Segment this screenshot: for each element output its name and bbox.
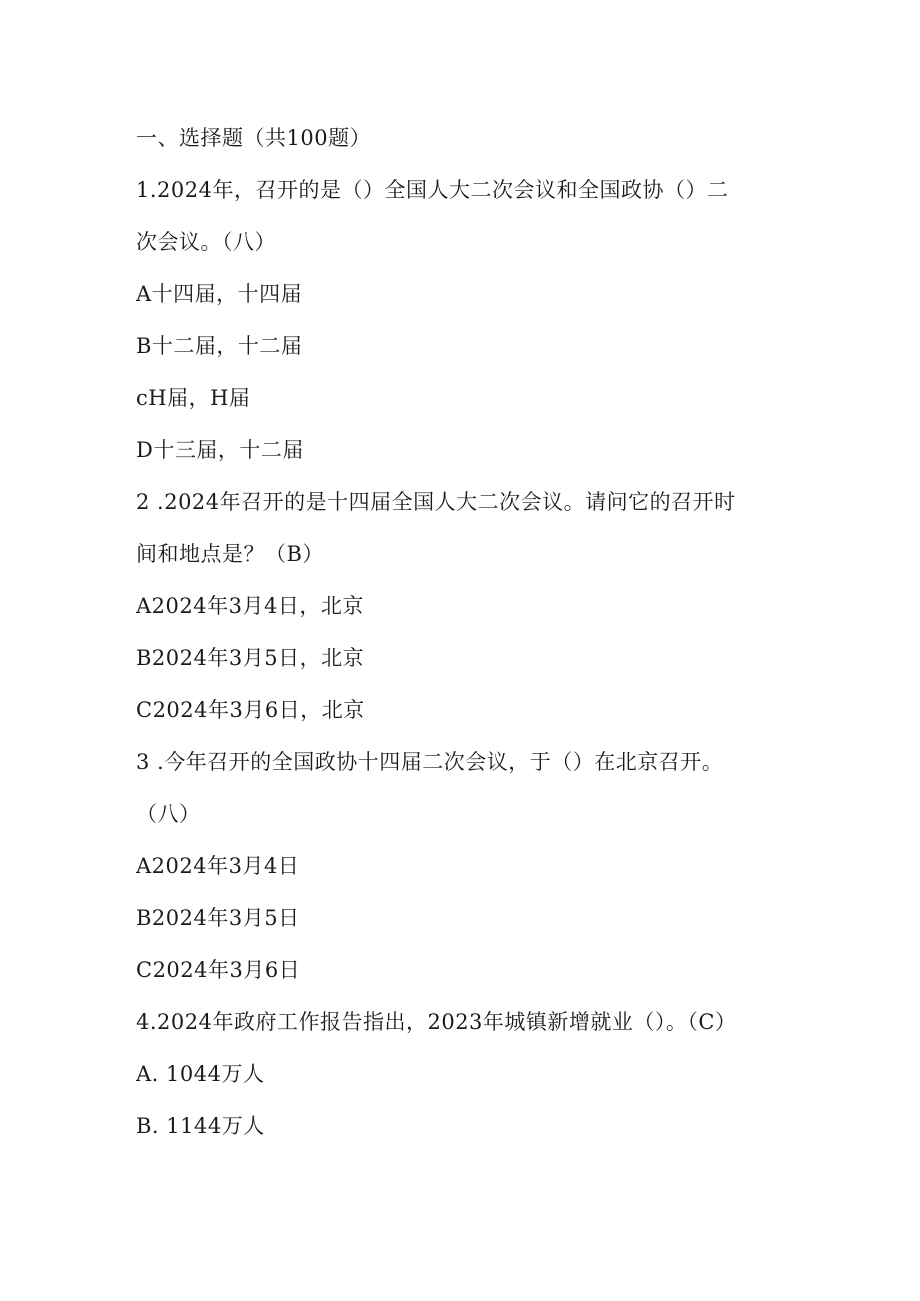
- question-1-option-c: cH届，H届: [136, 386, 251, 410]
- question-1-option-d: D十三届，十二届: [136, 438, 304, 462]
- question-2-line-2: 间和地点是？（B）: [136, 542, 324, 566]
- question-3-option-b: B2024年3月5日: [136, 906, 300, 930]
- question-3-option-c: C2024年3月6日: [136, 958, 301, 982]
- question-2-option-a: A2024年3月4日，北京: [136, 594, 364, 618]
- question-1-line-2: 次会议。（八）: [136, 230, 276, 254]
- question-3-line-2: （八）: [136, 802, 201, 826]
- question-3-line-1: 3 .今年召开的全国政协十四届二次会议，于（）在北京召开。: [136, 750, 724, 774]
- question-2-line-1: 2 .2024年召开的是十四届全国人大二次会议。请问它的召开时: [136, 490, 736, 514]
- question-3-option-a: A2024年3月4日: [136, 854, 300, 878]
- question-4-option-b: B. 1144万人: [136, 1114, 265, 1138]
- question-4-line-1: 4.2024年政府工作报告指出，2023年城镇新增就业（）。（C）: [136, 1010, 737, 1034]
- question-4-option-a: A. 1044万人: [136, 1062, 265, 1086]
- question-1-option-a: A十四届，十四届: [136, 282, 303, 306]
- question-1-line-1: 1.2024年，召开的是（）全国人大二次会议和全国政协（）二: [136, 178, 729, 202]
- section-title: 一、选择题（共100题）: [136, 126, 372, 150]
- question-2-option-c: C2024年3月6日，北京: [136, 698, 365, 722]
- question-2-option-b: B2024年3月5日，北京: [136, 646, 365, 670]
- question-1-option-b: B十二届，十二届: [136, 334, 303, 358]
